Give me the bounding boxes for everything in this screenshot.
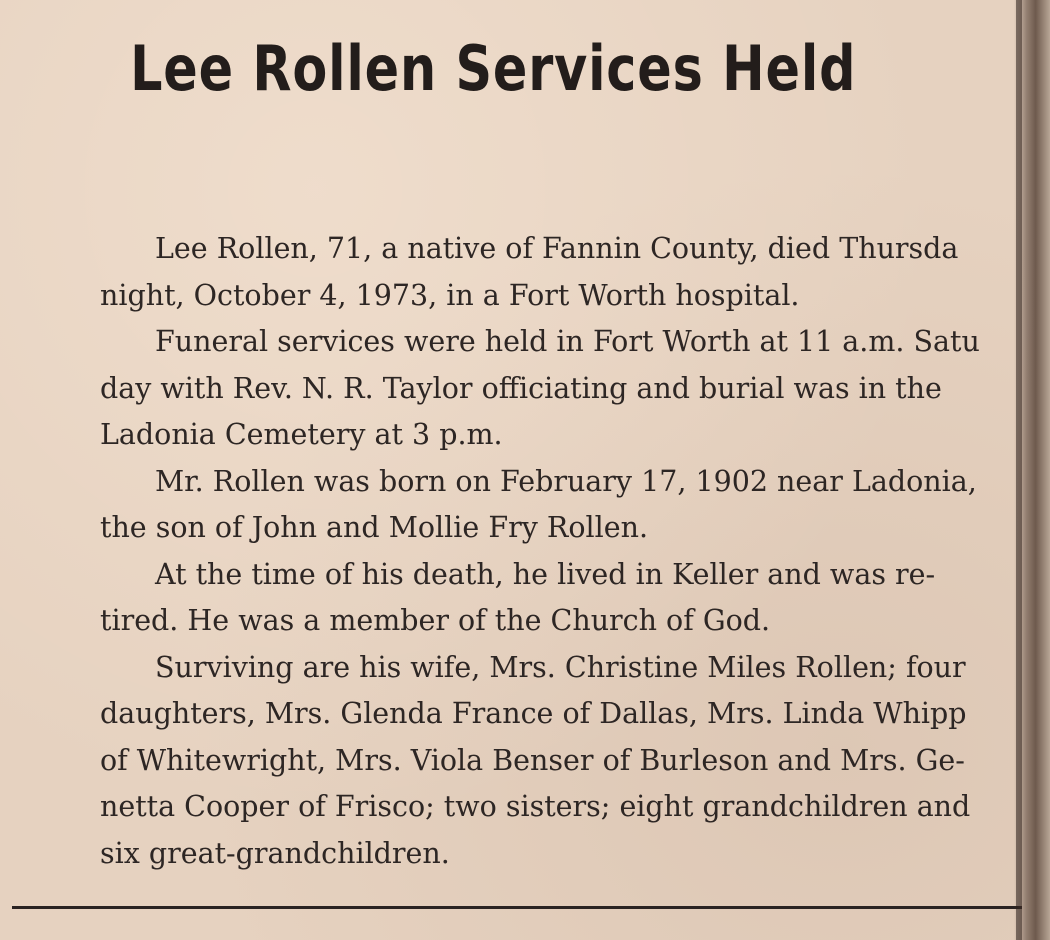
- text-line: netta Cooper of Frisco; two sisters; eight grandchildren and: [100, 790, 971, 823]
- text-line: the son of John and Mollie Fry Rollen.: [100, 511, 648, 544]
- paragraph-birth: [45, 459, 1035, 552]
- paragraph-residence: [45, 552, 1035, 645]
- text-line: Surviving are his wife, Mrs. Christine Miles Rollen; four: [155, 650, 966, 684]
- headline: Lee Rollen Services Held: [130, 32, 857, 105]
- text-line: At the time of his death, he lived in Keller and was re-: [155, 557, 936, 591]
- paragraph-death-notice: [45, 226, 1035, 319]
- bottom-rule: [12, 906, 1022, 909]
- paragraph-survivors: [45, 645, 1035, 878]
- text-line: Lee Rollen, 71, a native of Fannin County, died Thursda: [155, 232, 959, 265]
- text-line: of Whitewright, Mrs. Viola Benser of Burleson and Mrs. Ge-: [100, 743, 965, 777]
- text-line: Mr. Rollen was born on February 17, 1902 near Ladonia,: [155, 464, 977, 498]
- text-line: day with Rev. N. R. Taylor officiating and burial was in the: [100, 371, 942, 405]
- text-line: tired. He was a member of the Church of God.: [100, 604, 771, 637]
- text-line: daughters, Mrs. Glenda France of Dallas, Mrs. Linda Whipp: [100, 697, 967, 730]
- text-line: Funeral services were held in Fort Worth at 11 a.m. Satu: [155, 325, 980, 358]
- text-line: six great-grandchildren.: [100, 836, 450, 870]
- page-binding-edge: [1014, 0, 1050, 940]
- article-body: [45, 226, 1035, 877]
- text-line: night, October 4, 1973, in a Fort Worth hospital.: [100, 278, 800, 312]
- text-line: Ladonia Cemetery at 3 p.m.: [100, 418, 503, 451]
- paragraph-funeral: [45, 319, 1035, 459]
